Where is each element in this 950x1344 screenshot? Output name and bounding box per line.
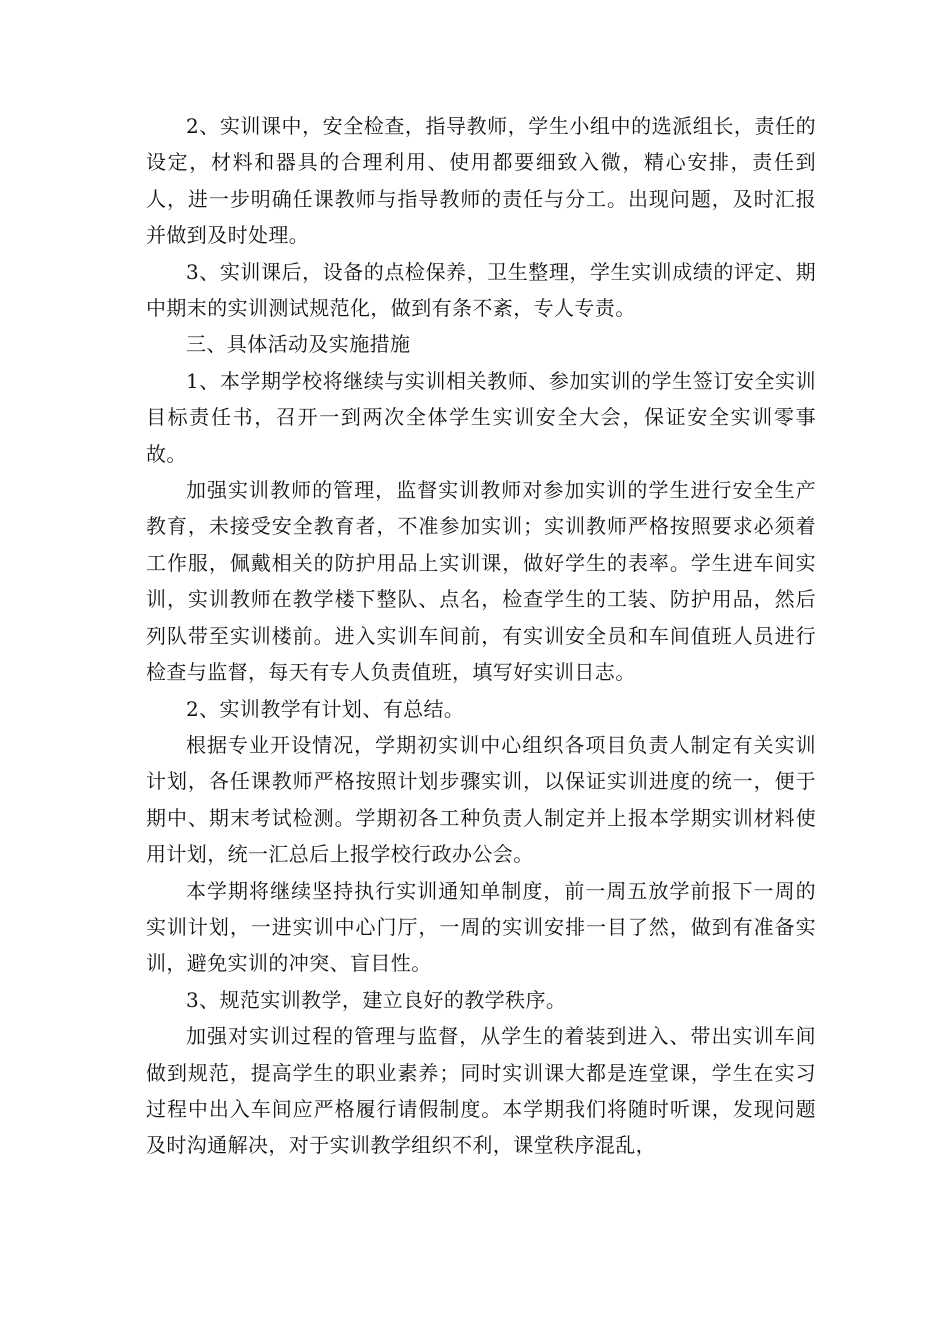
section-heading-activities: 三、具体活动及实施措施 [186,332,411,357]
paragraph-notice-system: 本学期将继续坚持执行实训通知单制度，前一周五放学前报下一周的实训计划，一进实训中心门厅，一周的实训安排一目了然，做到有准备实训，避免实训的冲突、盲目性。 [146,878,816,976]
paragraph-practice-during-class: 2、实训课中，安全检查，指导教师，学生小组中的选派组长，责任的设定，材料和器具的合理利用、使用都要细致入微，精心安排，责任到人，进一步明确任课教师与指导教师的责任与分工。出现问题，及时汇报并做到及时处理。 [146,114,816,248]
paragraph-safety-responsibility: 1、本学期学校将继续与实训相关教师、参加实训的学生签订安全实训目标责任书，召开一到两次全体学生实训安全大会，保证安全实训零事故。 [146,368,816,466]
document-body [146,108,816,1164]
paragraph-process-supervision: 加强对实训过程的管理与监督，从学生的着装到进入、带出实训车间做到规范，提高学生的职业素养；同时实训课大都是连堂课，学生在实习过程中出入车间应严格履行请假制度。本学期我们将随时听课，发现问题及时沟通解决，对于实训教学组织不利，课堂秩序混乱， [146,1024,816,1158]
paragraph-training-plan: 根据专业开设情况，学期初实训中心组织各项目负责人制定有关实训计划，各任课教师严格按照计划步骤实训，以保证实训进度的统一，便于期中、期末考试检测。学期初各工种负责人制定并上报本学期实训材料使用计划，统一汇总后上报学校行政办公会。 [146,732,816,867]
paragraph-after-class: 3、实训课后，设备的点检保养，卫生整理，学生实训成绩的评定、期中期末的实训测试规范化，做到有条不紊，专人专责。 [146,259,816,321]
paragraph-plan-summary-heading: 2、实训教学有计划、有总结。 [186,696,465,721]
paragraph-standardize-heading: 3、规范实训教学，建立良好的教学秩序。 [186,987,567,1012]
paragraph-teacher-management: 加强实训教师的管理，监督实训教师对参加实训的学生进行安全生产教育，未接受安全教育者，不准参加实训；实训教师严格按照要求必须着工作服，佩戴相关的防护用品上实训课，做好学生的表率。学生进车间实训，实训教师在教学楼下整队、点名，检查学生的工装、防护用品，然后列队带至实训楼前。进入实训车间前，有实训安全员和车间值班人员进行检查与监督，每天有专人负责值班，填写好实训日志。 [146,478,816,685]
